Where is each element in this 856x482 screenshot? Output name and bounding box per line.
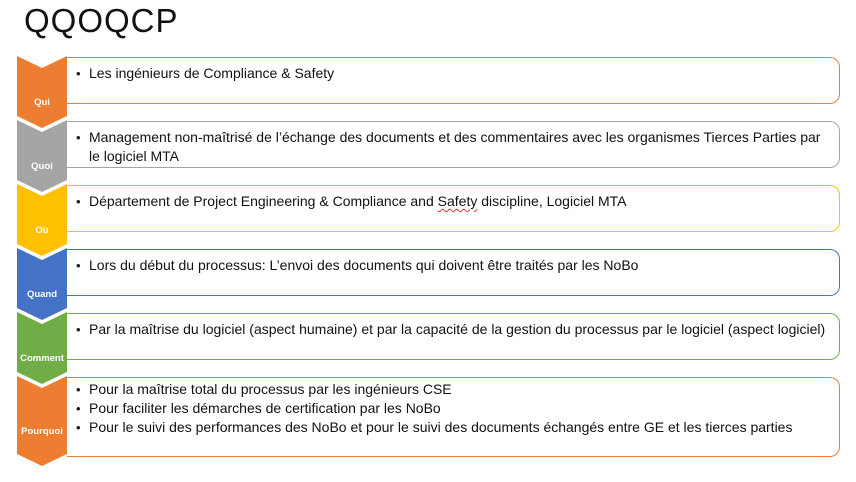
list-item: • Lors du début du processus: L’envoi des documents qui doivent être traités par les NoBo	[89, 256, 829, 275]
chevron-label-qui: Qui	[34, 96, 50, 108]
chevron-label-ou: Où	[35, 224, 49, 236]
content-box-ou	[67, 185, 840, 232]
list-item: • Pour la maîtrise total du processus par les ingénieurs CSE	[89, 380, 829, 399]
list-item: • Pour le suivi des performances des NoBo et pour le suivi des documents échangés entre GE et les tierces parties	[89, 418, 829, 437]
list-item: • Les ingénieurs de Compliance & Safety	[89, 64, 829, 83]
content-box-pourquoi	[67, 377, 840, 457]
list-item: • Management non-maîtrisé de l’échange des documents et des commentaires avec les organismes Tierces Parties par le logiciel MTA	[89, 128, 829, 166]
list-item: • Département de Project Engineering & Compliance and Safety discipline, Logiciel MTA	[89, 192, 829, 211]
page-title: QQOQCP	[24, 2, 179, 39]
chevron-label-quand: Quand	[26, 288, 58, 300]
list-item: • Pour faciliter les démarches de certification par les NoBo	[89, 399, 829, 418]
content-box-quoi	[67, 121, 840, 168]
content-box-qui	[67, 57, 840, 104]
content-box-quand	[67, 249, 840, 296]
content-box-comment	[67, 313, 840, 360]
chevron-label-pourquoi: Pourquoi	[21, 425, 63, 437]
chevron-label-comment: Comment	[20, 352, 64, 364]
spellcheck-underlined-word: Safety	[437, 193, 478, 209]
chevron-label-quoi: Quoi	[31, 160, 53, 172]
list-item: • Par la maîtrise du logiciel (aspect humaine) et par la capacité de la gestion du processus par le logiciel (aspect logiciel)	[89, 320, 829, 339]
